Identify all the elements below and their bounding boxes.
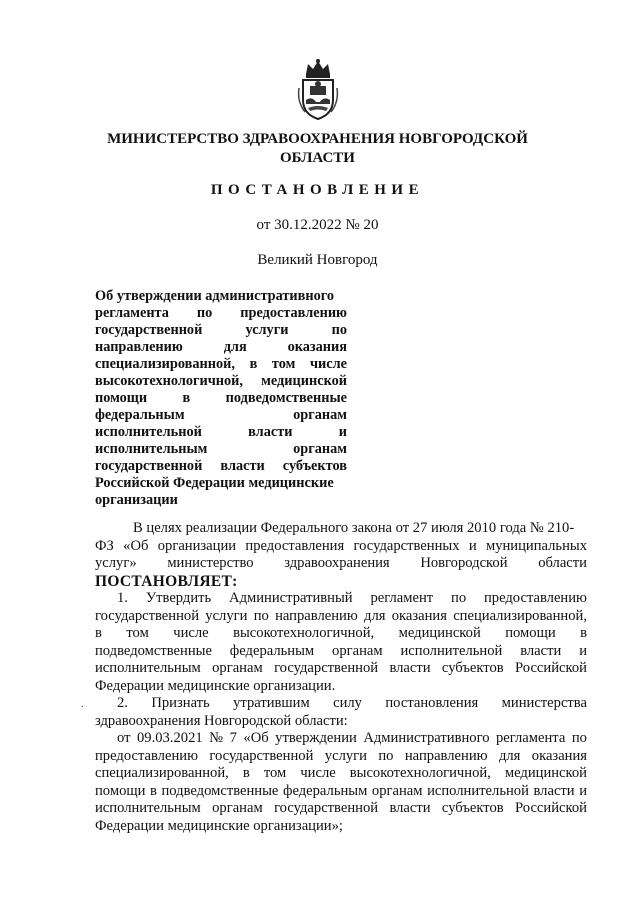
body-word: том bbox=[263, 765, 287, 781]
body-line bbox=[95, 660, 587, 678]
body-word: от bbox=[117, 730, 131, 746]
body-word: оказания bbox=[531, 747, 587, 764]
subject-word: специализированной, bbox=[95, 356, 235, 372]
body-word: в bbox=[150, 782, 157, 799]
body-word: для bbox=[498, 747, 521, 764]
body-word: «Об bbox=[123, 537, 149, 554]
subject-word: направлению bbox=[95, 339, 183, 355]
subject-word: исполнительной bbox=[95, 424, 202, 440]
body-word: и bbox=[579, 782, 587, 799]
body-line bbox=[95, 643, 587, 661]
subject-word: том bbox=[271, 356, 296, 372]
body-word: № bbox=[209, 730, 224, 746]
subject-word: числе bbox=[309, 356, 347, 372]
body-word: предоставлению bbox=[483, 590, 587, 606]
subject-line bbox=[95, 475, 347, 492]
subject-line bbox=[95, 441, 347, 458]
body-word: подведомственные bbox=[95, 642, 212, 659]
body-word: государственной bbox=[95, 607, 200, 624]
body-word: по bbox=[378, 747, 394, 764]
body-word: органам bbox=[212, 660, 263, 676]
subject-word: услуги bbox=[245, 322, 289, 338]
body-word: в bbox=[580, 625, 587, 641]
body-line bbox=[95, 695, 587, 713]
body-word: Федерации медицинские организации»; bbox=[95, 817, 343, 834]
subject-word: регламента bbox=[95, 305, 169, 321]
body-word: числе bbox=[173, 625, 209, 641]
subject-line bbox=[95, 458, 347, 475]
subject-word: и bbox=[338, 424, 347, 440]
subject-line bbox=[95, 390, 347, 407]
body-word: силу bbox=[333, 695, 362, 711]
body-word: оказания bbox=[391, 607, 447, 624]
body-word: органам bbox=[332, 642, 383, 659]
subject-line bbox=[95, 492, 347, 509]
body-line bbox=[95, 608, 587, 626]
document-date-number: от 30.12.2022 № 20 bbox=[256, 217, 379, 233]
body-word: субъектов bbox=[441, 660, 504, 676]
body-word: 1. bbox=[117, 590, 128, 606]
subject-word: субъектов bbox=[282, 458, 347, 474]
body-word: регламента bbox=[496, 730, 566, 746]
body-line bbox=[95, 818, 587, 836]
body-word: Административный bbox=[229, 590, 353, 606]
body-word: Признать bbox=[151, 695, 210, 711]
body-line bbox=[95, 625, 587, 643]
body-word: утратившим bbox=[233, 695, 310, 711]
body-word: медицинской bbox=[398, 625, 481, 641]
body-word: министерство bbox=[167, 555, 254, 571]
subject-word: органам bbox=[293, 407, 347, 423]
subject-word: власти bbox=[248, 424, 293, 440]
body-word: здравоохранения Новгородской области: bbox=[95, 712, 348, 729]
subject-word: органам bbox=[293, 441, 347, 457]
subject-line bbox=[95, 407, 347, 424]
subject-word: высокотехнологичной, bbox=[95, 373, 243, 389]
body-word: субъектов bbox=[441, 800, 504, 816]
body-word: и bbox=[468, 537, 477, 554]
body-line bbox=[95, 748, 587, 766]
body-word: направлению bbox=[275, 607, 358, 624]
subject-line bbox=[95, 339, 347, 356]
body-word: власти bbox=[520, 642, 562, 659]
body-word: регламент bbox=[370, 590, 434, 606]
body-word: государственной bbox=[274, 800, 379, 816]
body-word: государственных bbox=[353, 537, 460, 554]
body-word: специализированной, bbox=[453, 607, 587, 624]
subject-word: исполнительным bbox=[95, 441, 208, 457]
body-word: услуги bbox=[205, 607, 248, 624]
subject-word: медицинской bbox=[261, 373, 347, 389]
body-word: в bbox=[242, 765, 250, 781]
body-word: помощи bbox=[95, 782, 146, 799]
body-word: исполнительной bbox=[427, 782, 529, 799]
document-type: ПОСТАНОВЛЕНИЕ bbox=[210, 182, 425, 198]
body-word: предоставлению bbox=[95, 747, 198, 764]
body-line bbox=[95, 520, 587, 538]
subject-word: предоставлению bbox=[240, 305, 347, 321]
body-word: ПОСТАНОВЛЯЕТ: bbox=[95, 572, 238, 590]
subject-word: государственной bbox=[95, 458, 203, 474]
subject-word: оказания bbox=[287, 339, 347, 355]
body-line bbox=[95, 730, 587, 748]
body-word: по bbox=[451, 590, 467, 606]
subject-word: организации bbox=[95, 492, 178, 508]
subject-word: подведомственные bbox=[225, 390, 347, 406]
body-word: медицинской bbox=[504, 765, 587, 781]
subject-word: власти bbox=[220, 458, 265, 474]
body-word: государственной bbox=[209, 747, 314, 764]
body-word: по bbox=[571, 730, 587, 746]
body-word: для bbox=[364, 607, 386, 624]
subject-line bbox=[95, 322, 347, 339]
body-word: организации bbox=[157, 537, 237, 554]
body-word: исполнительным bbox=[95, 800, 201, 816]
body-word: области bbox=[538, 555, 587, 571]
subject-word: Российской Федерации медицинские bbox=[95, 475, 334, 491]
subject-word: для bbox=[223, 339, 247, 355]
body-line bbox=[95, 555, 587, 573]
body-word: ФЗ bbox=[95, 537, 114, 554]
body-word: и bbox=[579, 642, 587, 659]
body-line bbox=[95, 800, 587, 818]
body-word: власти bbox=[389, 800, 431, 816]
body-word: министерства bbox=[501, 695, 587, 711]
body-word: 09.03.2021 bbox=[136, 730, 203, 746]
body-word: утверждении bbox=[275, 730, 357, 746]
body-word: муниципальных bbox=[485, 537, 587, 554]
body-word: Российской bbox=[515, 800, 587, 816]
body-word: федеральным bbox=[282, 782, 368, 799]
subject-line bbox=[95, 356, 347, 373]
subject-word: помощи bbox=[95, 390, 148, 406]
body-word: специализированной, bbox=[95, 765, 229, 781]
body-word: Административного bbox=[363, 730, 490, 746]
body-word: числе bbox=[300, 765, 336, 781]
body-word: высокотехнологичной, bbox=[349, 765, 491, 781]
subject-word: Об утверждении административного bbox=[95, 288, 335, 304]
subject-line bbox=[95, 288, 347, 305]
body-line bbox=[95, 765, 587, 783]
subject-word: по bbox=[196, 305, 213, 321]
subject-word: государственной bbox=[95, 322, 203, 338]
body-word: услуги bbox=[324, 747, 367, 764]
body-word: исполнительным bbox=[95, 660, 201, 676]
body-word: исполнительной bbox=[400, 642, 503, 659]
body-line bbox=[95, 538, 587, 556]
body-word: постановления bbox=[385, 695, 479, 711]
subject-word: федеральным bbox=[95, 407, 185, 423]
body-word: по bbox=[253, 607, 269, 624]
subject-line bbox=[95, 305, 347, 322]
body-word: государственной bbox=[274, 660, 379, 676]
body-word: услуг» bbox=[95, 555, 137, 571]
subject-line bbox=[95, 373, 347, 390]
body-word: федеральным bbox=[229, 642, 315, 659]
body-line bbox=[95, 678, 587, 696]
body-line bbox=[95, 713, 587, 731]
body-word: Российской bbox=[515, 660, 587, 676]
document-city: Великий Новгород bbox=[257, 252, 378, 268]
novgorod-coat-of-arms-icon bbox=[296, 58, 340, 122]
body-word: власти bbox=[389, 660, 431, 676]
body-word: помощи bbox=[505, 625, 556, 641]
subject-word: по bbox=[331, 322, 347, 338]
body-word: направлению bbox=[404, 747, 488, 764]
body-line bbox=[95, 783, 587, 801]
subject-line bbox=[95, 424, 347, 441]
body-word: Утвердить bbox=[145, 590, 212, 606]
body-word: 7 bbox=[229, 730, 237, 746]
body-word: Федерации медицинские организации. bbox=[95, 677, 336, 694]
ministry-line: МИНИСТЕРСТВО ЗДРАВООХРАНЕНИЯ НОВГОРОДСКОЙ bbox=[107, 131, 528, 147]
body-word: В целях реализации Федерального закона от 27 июля 2010 года № 210- bbox=[133, 520, 575, 536]
margin-mark: . bbox=[81, 699, 84, 710]
body-word: в bbox=[95, 625, 102, 641]
body-word: «Об bbox=[243, 730, 269, 746]
document-subject bbox=[95, 288, 347, 509]
body-word: власти bbox=[533, 782, 575, 799]
body-word: 2. bbox=[117, 695, 128, 711]
ministry-name bbox=[100, 130, 535, 168]
body-word: предоставления bbox=[245, 537, 345, 554]
body-line bbox=[95, 590, 587, 608]
body-word: органам bbox=[212, 800, 263, 816]
body-word: подведомственные bbox=[161, 782, 279, 799]
body-word: Новгородской bbox=[420, 555, 508, 571]
body-word: высокотехнологичной, bbox=[233, 625, 375, 641]
body-word: органам bbox=[371, 782, 423, 799]
subject-word: в bbox=[182, 390, 191, 406]
subject-word: в bbox=[249, 356, 258, 372]
body-line bbox=[95, 573, 587, 591]
ministry-line: ОБЛАСТИ bbox=[280, 150, 355, 166]
body-word: том bbox=[126, 625, 149, 641]
document-body bbox=[95, 520, 587, 835]
body-word: здравоохранения bbox=[284, 555, 390, 571]
